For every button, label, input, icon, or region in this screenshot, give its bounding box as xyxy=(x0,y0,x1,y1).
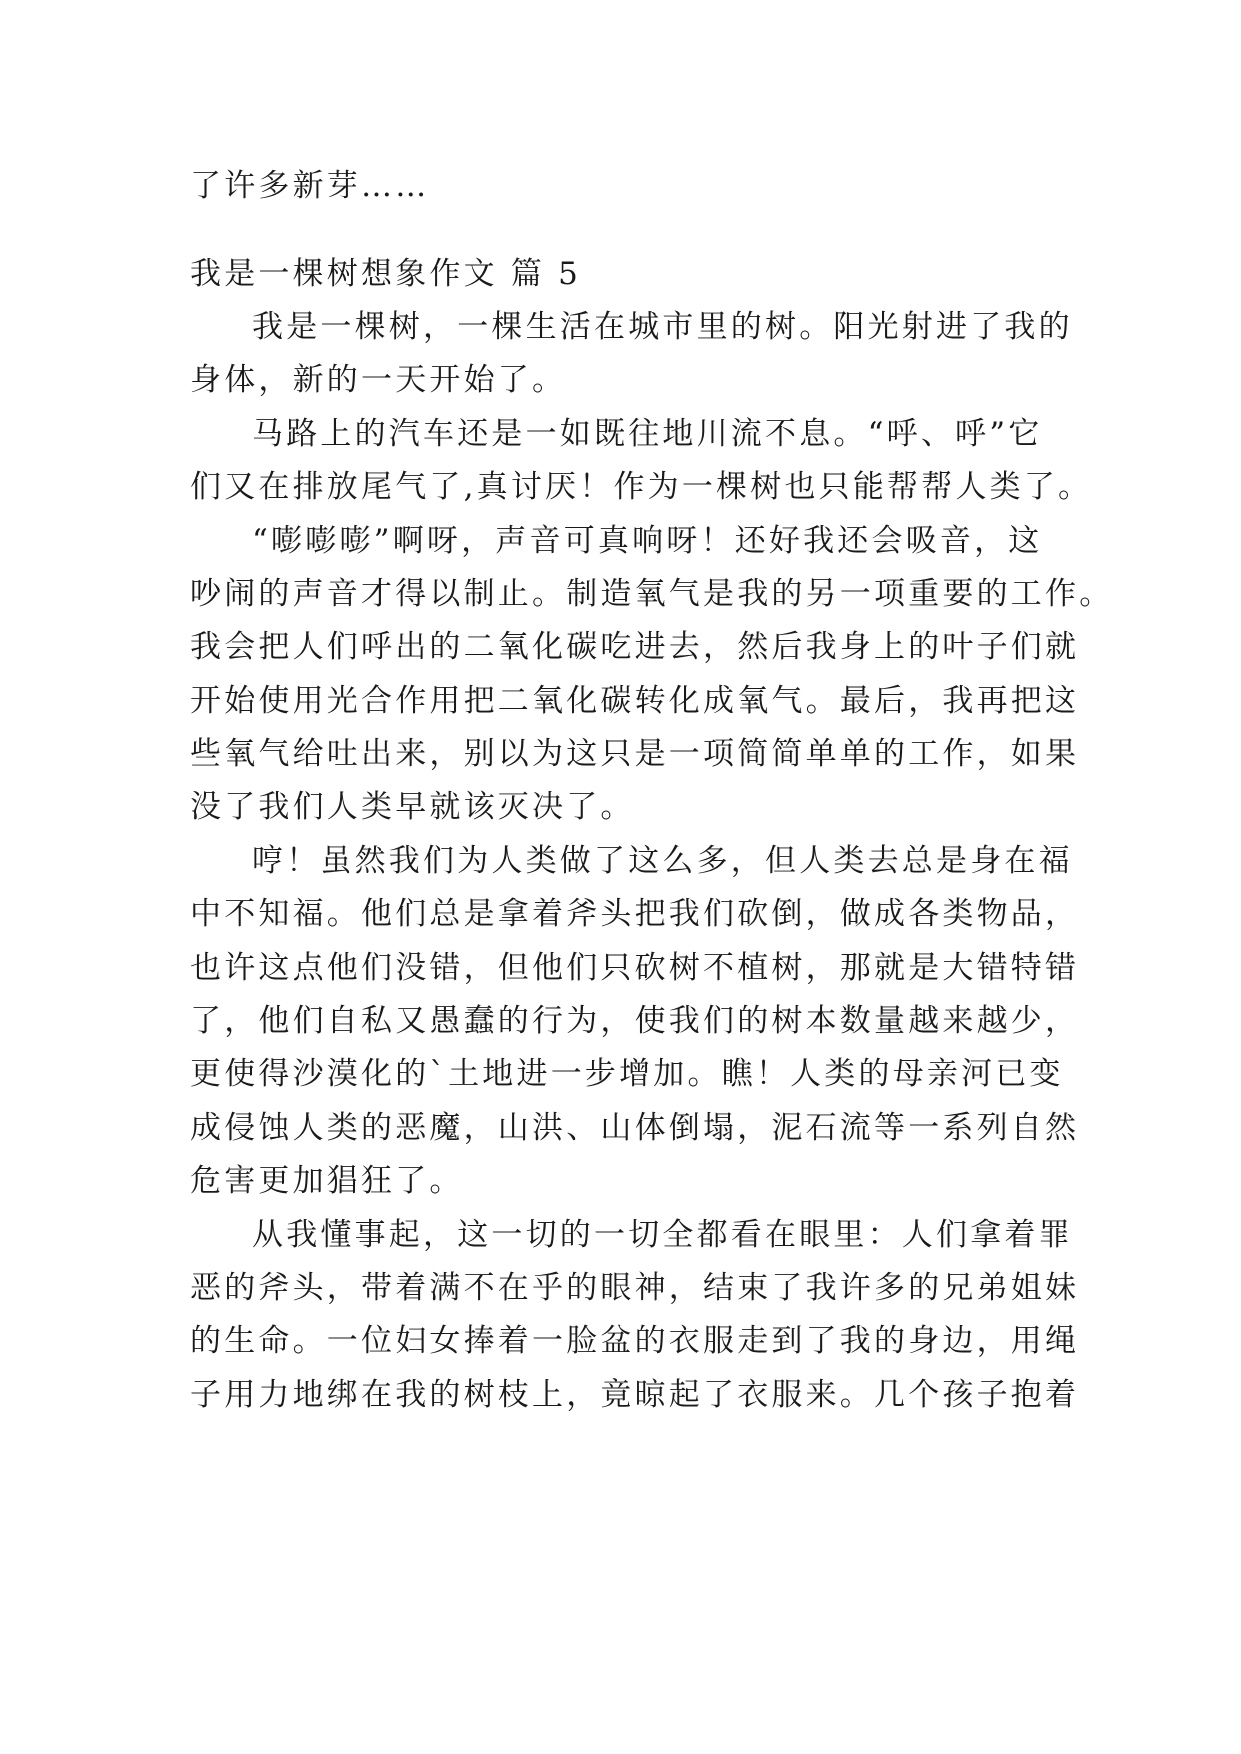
body-line: 成侵蚀人类的恶魔，山洪、山体倒塌，泥石流等一系列自然 xyxy=(190,1110,1080,1146)
body-line: 更使得沙漠化的`土地进一步增加。瞧！人类的母亲河已变 xyxy=(190,1056,1064,1092)
body-line: 了，他们自私又愚蠢的行为，使我们的树本数量越来越少， xyxy=(190,1003,1080,1039)
body-line: 没了我们人类早就该灭决了。 xyxy=(190,789,635,825)
body-line: 开始使用光合作用把二氧化碳转化成氧气。最后，我再把这 xyxy=(190,683,1080,719)
body-line: 子用力地绑在我的树枝上，竟晾起了衣服来。几个孩子抱着 xyxy=(190,1377,1080,1413)
body-line: 哼！虽然我们为人类做了这么多，但人类去总是身在福 xyxy=(252,843,1073,879)
body-line: 马路上的汽车还是一如既往地川流不息。“呼、呼”它 xyxy=(252,416,1043,452)
body-line: 些氧气给吐出来，别以为这只是一项简简单单的工作，如果 xyxy=(190,736,1080,772)
body-line: 的生命。一位妇女捧着一脸盆的衣服走到了我的身边，用绳 xyxy=(190,1323,1080,1359)
body-line: 恶的斧头，带着满不在乎的眼神，结束了我许多的兄弟姐妹 xyxy=(190,1270,1080,1306)
body-line: 们又在排放尾气了,真讨厌！作为一棵树也只能帮帮人类了。 xyxy=(190,469,1093,505)
continuation-line: 了许多新芽…… xyxy=(190,168,430,204)
body-line: 也许这点他们没错，但他们只砍树不植树，那就是大错特错 xyxy=(190,950,1080,986)
body-line: 从我懂事起，这一切的一切全都看在眼里：人们拿着罪 xyxy=(252,1217,1073,1253)
body-line: 危害更加猖狂了。 xyxy=(190,1163,464,1199)
body-line: 我是一棵树，一棵生活在城市里的树。阳光射进了我的 xyxy=(252,309,1073,345)
body-line: 吵闹的声音才得以制止。制造氧气是我的另一项重要的工作。 xyxy=(190,576,1114,612)
body-line: “嘭嘭嘭”啊呀，声音可真响呀！还好我还会吸音，这 xyxy=(252,523,1043,559)
essay-heading: 我是一棵树想象作文 篇 5 xyxy=(190,256,582,292)
body-line: 中不知福。他们总是拿着斧头把我们砍倒，做成各类物品， xyxy=(190,896,1080,932)
body-line: 身体，新的一天开始了。 xyxy=(190,362,567,398)
body-line: 我会把人们呼出的二氧化碳吃进去，然后我身上的叶子们就 xyxy=(190,629,1080,665)
